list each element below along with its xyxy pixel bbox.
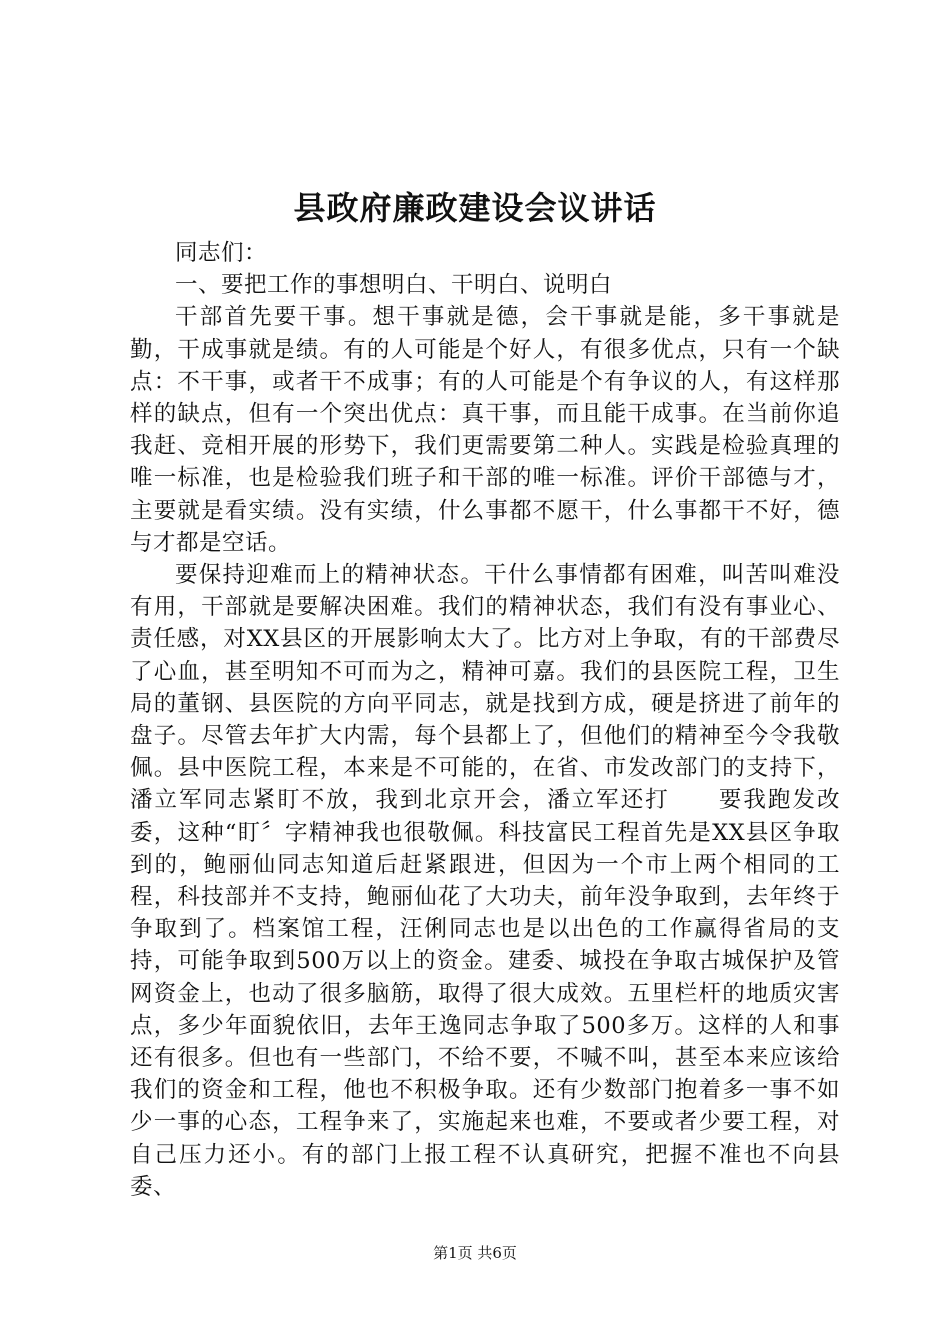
document-title: 县政府廉政建设会议讲话: [293, 189, 657, 227]
section-heading: 一、要把工作的事想明白、干明白、说明白: [175, 272, 613, 299]
salutation: 同志们：: [175, 240, 268, 266]
body-paragraph: 干部首先要干事。想干事就是德，会干事就是能，多干事就是勤，干成事就是绩。有的人可能是个好人，有很多优点，只有一个缺点：不干事，或者干不成事；有的人可能是个有争议的人，有这样那样的缺点，但有一个突出优点：真干事，而且能干成事。在当前你追我赶、竞相开展的形势下，我们更需要第二种人。实践是检验真理的唯一标准，也是检验我们班子和干部的唯一标准。评价干部德与才，主要就是看实绩。没有实绩，什么事都不愿干，什么事都干不好，德与才都是空话。: [130, 304, 840, 556]
page-number: 第1页 共6页: [433, 1244, 517, 1262]
document-body: [130, 237, 840, 1203]
body-paragraph: 要保持迎难而上的精神状态。干什么事情都有困难，叫苦叫难没有用，干部就是要解决困难。我们的精神状态，我们有没有事业心、责任感，对XX县区的开展影响太大了。比方对上争取，有的干部费尽了心血，甚至明知不可而为之，精神可嘉。我们的县医院工程，卫生局的董钢、县医院的方向平同志，就是找到方成，硬是挤进了前年的盘子。尽管去年扩大内需，每个县都上了，但他们的精神至今令我敬佩。县中医院工程，本来是不可能的，在省、市发改部门的支持下，潘立军同志紧盯不放，我到北京开会，潘立军还打 要我跑发改委，这种“盯〞字精神我也很敬佩。科技富民工程首先是XX县区争取到的，鲍丽仙同志知道后赶紧跟进，但因为一个市上两个相同的工程，科技部并不支持，鲍丽仙花了大功夫，前年没争取到，去年终于争取到了。档案馆工程，汪俐同志也是以出色的工作赢得省局的支持，可能争取到500万以上的资金。建委、城投在争取古城保护及管网资金上，也动了很多脑筋，取得了很大成效。五里栏杆的地质灾害点，多少年面貌依旧，去年王逸同志争取了500多万。这样的人和事还有很多。但也有一些部门，不给不要，不喊不叫，甚至本来应该给我们的资金和工程，他也不积极争取。还有少数部门抱着多一事不如少一事的心态，工程争来了，实施起来也难，不要或者少要工程，对自己压力还小。有的部门上报工程不认真研究，把握不准也不向县委、: [130, 562, 840, 1200]
